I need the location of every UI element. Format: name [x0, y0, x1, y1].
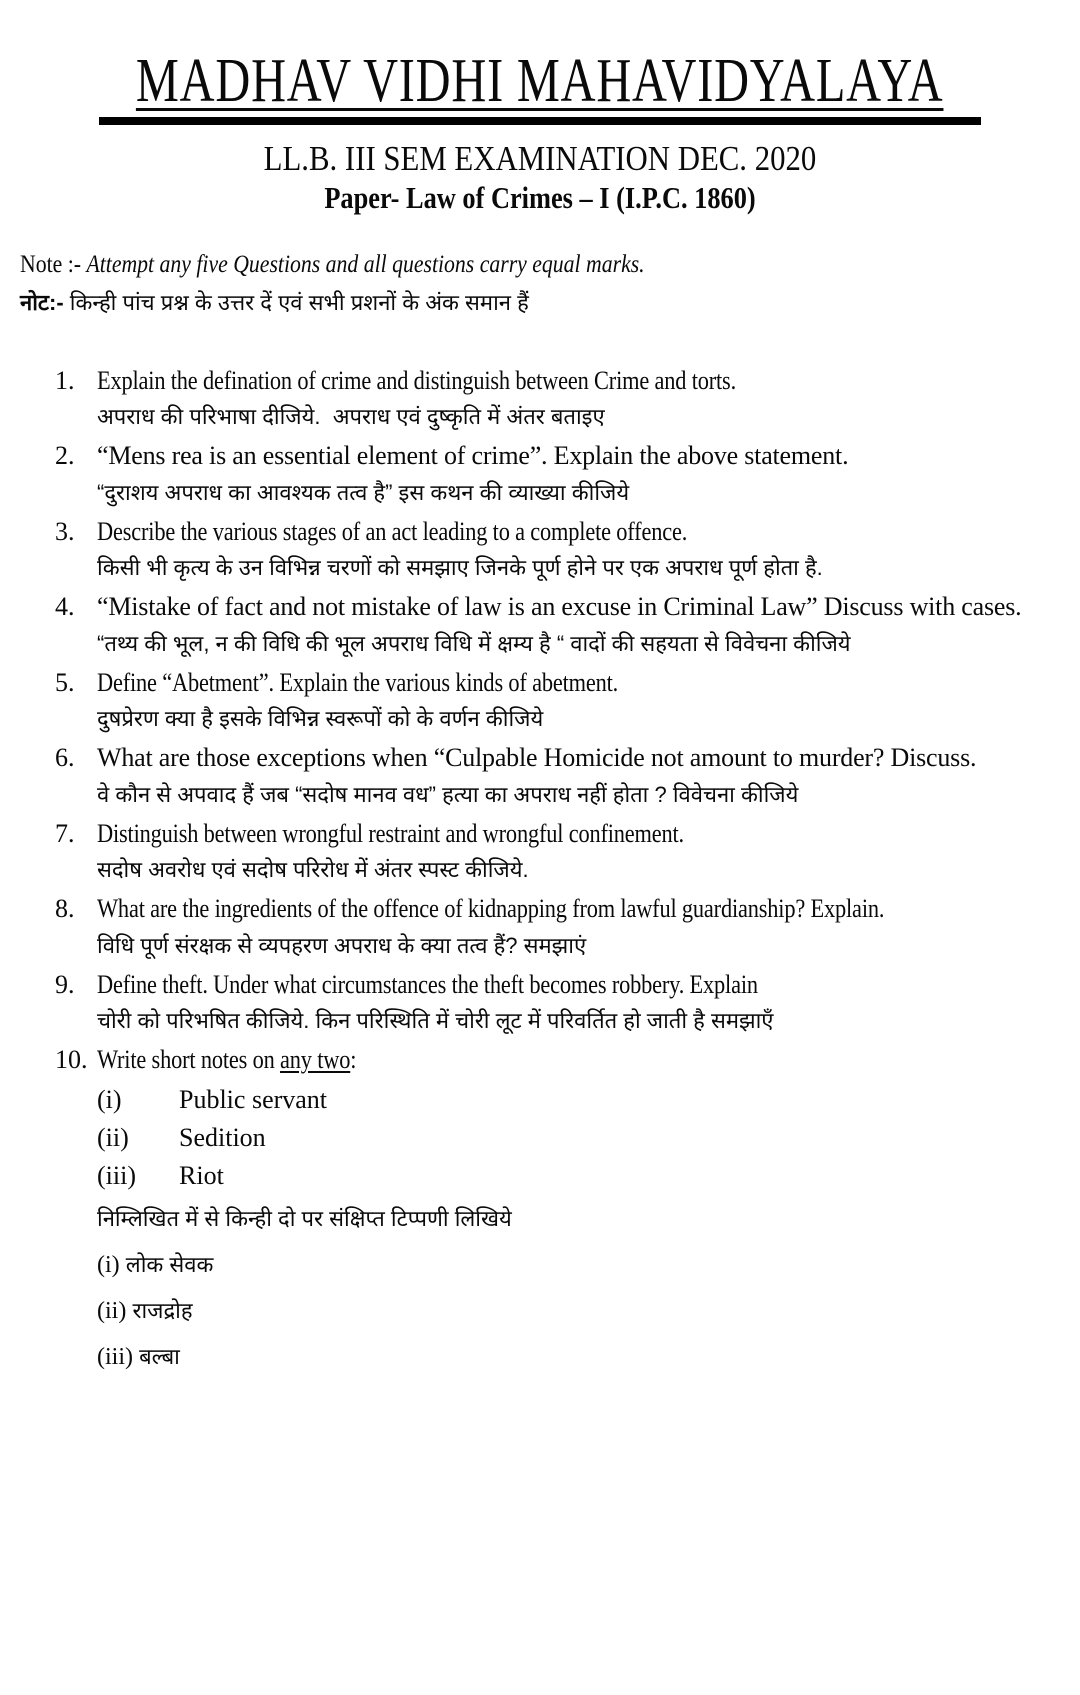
question-text-en: Distinguish between wrongful restraint and wrongful confinement.: [97, 818, 684, 848]
question-text-en: “Mistake of fact and not mistake of law is an excuse in Criminal Law” Discuss with cases.: [97, 592, 1022, 622]
question-3: [55, 516, 1060, 585]
subitem-text: Sedition: [179, 1123, 266, 1153]
question-6: [55, 742, 1060, 811]
q10-hindi-instruction: निम्लिखित में से किन्ही दो पर संक्षिप्त टिप्पणी लिखिये: [97, 1206, 512, 1232]
question-10: [55, 1044, 1060, 1371]
subitem-label: (i): [97, 1252, 120, 1279]
question-body: [97, 742, 1060, 811]
q10-text-prefix: Write short notes on: [97, 1045, 281, 1075]
note-label-en: Note :-: [20, 250, 82, 278]
subitem-text: Public servant: [179, 1084, 328, 1114]
question-body: [97, 818, 1060, 887]
college-title: MADHAV VIDHI MAHAVIDYALAYA: [136, 47, 944, 115]
question-text-en: [97, 1044, 1060, 1077]
subitem-text: राजद्रोह: [132, 1298, 193, 1324]
note-label-hi: नोट:-: [20, 289, 64, 315]
q10-text-suffix: :: [350, 1045, 357, 1075]
subitem-label: (iii): [97, 1344, 133, 1371]
q10-text-underlined: any two: [280, 1045, 351, 1075]
college-title-wrap: [20, 47, 1060, 115]
question-body: [97, 516, 1060, 585]
question-number: 2.: [55, 441, 75, 471]
question-body: [97, 440, 1060, 509]
question-9: [55, 969, 1060, 1038]
subitem-label: (iii): [97, 1161, 136, 1191]
question-body: [97, 969, 1060, 1038]
question-list: [20, 365, 1060, 1372]
question-text-hi: वे कौन से अपवाद हैं जब “सदोष मानव वध” हत्या का अपराध नहीं होता ? विवेचना कीजिये: [97, 781, 799, 807]
note-hindi: [20, 287, 1060, 317]
question-number: 8.: [55, 894, 75, 924]
subitem-hi-rajdroh: [97, 1295, 1060, 1325]
question-number: 5.: [55, 667, 75, 697]
question-text-en: Define theft. Under what circumstances the theft becomes robbery. Explain: [97, 969, 758, 999]
question-text-hi: चोरी को परिभषित कीजिये. किन परिस्थिति में चोरी लूट में परिवर्तित हो जाती है समझाएँ: [97, 1008, 774, 1034]
question-text-hi: किसी भी कृत्य के उन विभिन्न चरणों को समझाए जिनके पूर्ण होने पर एक अपराध पूर्ण होता है.: [97, 555, 823, 581]
question-text-en: Explain the defination of crime and distinguish between Crime and torts.: [97, 365, 737, 395]
note-block: [20, 251, 1060, 317]
question-7: [55, 818, 1060, 887]
page-header: [20, 47, 1060, 215]
question-body: [97, 667, 1060, 736]
note-english: [20, 251, 925, 279]
question-text-hi: दुषप्रेरण क्या है इसके विभिन्न स्वरूपों को के वर्णन कीजिये: [97, 706, 544, 732]
question-number: 6.: [55, 743, 75, 773]
subitem-riot: [97, 1160, 1060, 1191]
question-body: [97, 1044, 1060, 1371]
subitem-label: (ii): [97, 1298, 127, 1325]
question-text-hi: “तथ्य की भूल, न की विधि की भूल अपराध विधि में क्षम्य है “ वादों की सहयता से विवेचना कीजिये: [97, 630, 851, 656]
subitem-sedition: [97, 1122, 1060, 1153]
question-text-en: “Mens rea is an essential element of crime”. Explain the above statement.: [97, 441, 849, 471]
question-text-hi: अपराध की परिभाषा दीजिये. अपराध एवं दुष्कृति में अंतर बताइए: [97, 404, 605, 430]
question-4: [55, 591, 1060, 660]
subitem-hi-lok-sevak: [97, 1249, 1060, 1279]
question-text-en: Define “Abetment”. Explain the various kinds of abetment.: [97, 667, 619, 697]
question-number: 10.: [55, 1045, 88, 1075]
question-text-en: What are those exceptions when “Culpable Homicide not amount to murder? Discuss.: [97, 743, 977, 773]
question-number: 7.: [55, 818, 75, 848]
question-text-hi: “दुराशय अपराध का आवश्यक तत्व है” इस कथन की व्याख्या कीजिये: [97, 479, 630, 505]
question-text-en: What are the ingredients of the offence of kidnapping from lawful guardianship? Explain.: [97, 894, 885, 924]
question-number: 1.: [55, 365, 75, 395]
subitem-label: (i): [97, 1084, 122, 1114]
question-body: [97, 365, 1060, 434]
subitem-text: बल्बा: [139, 1344, 180, 1370]
question-body: [97, 893, 1060, 962]
question-number: 3.: [55, 516, 75, 546]
question-text-hi: विधि पूर्ण संरक्षक से व्यपहरण अपराध के क्या तत्व हैं? समझाएं: [97, 932, 587, 958]
question-body: [97, 591, 1060, 660]
note-text-en: Attempt any five Questions and all questions carry equal marks.: [86, 250, 645, 278]
question-1: [55, 365, 1060, 434]
subitem-public-servant: [97, 1084, 1060, 1115]
question-text-hi: सदोष अवरोध एवं सदोष परिरोध में अंतर स्पस्ट कीजिये.: [97, 857, 529, 883]
subitem-hi-balba: [97, 1341, 1060, 1371]
title-underline-rule: [99, 117, 981, 125]
subitem-label: (ii): [97, 1123, 129, 1153]
subitem-text: लोक सेवक: [125, 1252, 214, 1278]
subitem-text: Riot: [179, 1161, 224, 1191]
question-text-en: Describe the various stages of an act leading to a complete offence.: [97, 516, 688, 546]
paper-name: Paper- Law of Crimes – I (I.P.C. 1860): [324, 179, 756, 215]
note-text-hi: किन्ही पांच प्रश्न के उत्तर दें एवं सभी प्रशनों के अंक समान हैं: [69, 289, 529, 315]
exam-subtitle: LL.B. III SEM EXAMINATION DEC. 2020: [263, 139, 817, 178]
question-number: 9.: [55, 969, 75, 999]
question-number: 4.: [55, 592, 75, 622]
question-2: [55, 440, 1060, 509]
question-5: [55, 667, 1060, 736]
question-8: [55, 893, 1060, 962]
